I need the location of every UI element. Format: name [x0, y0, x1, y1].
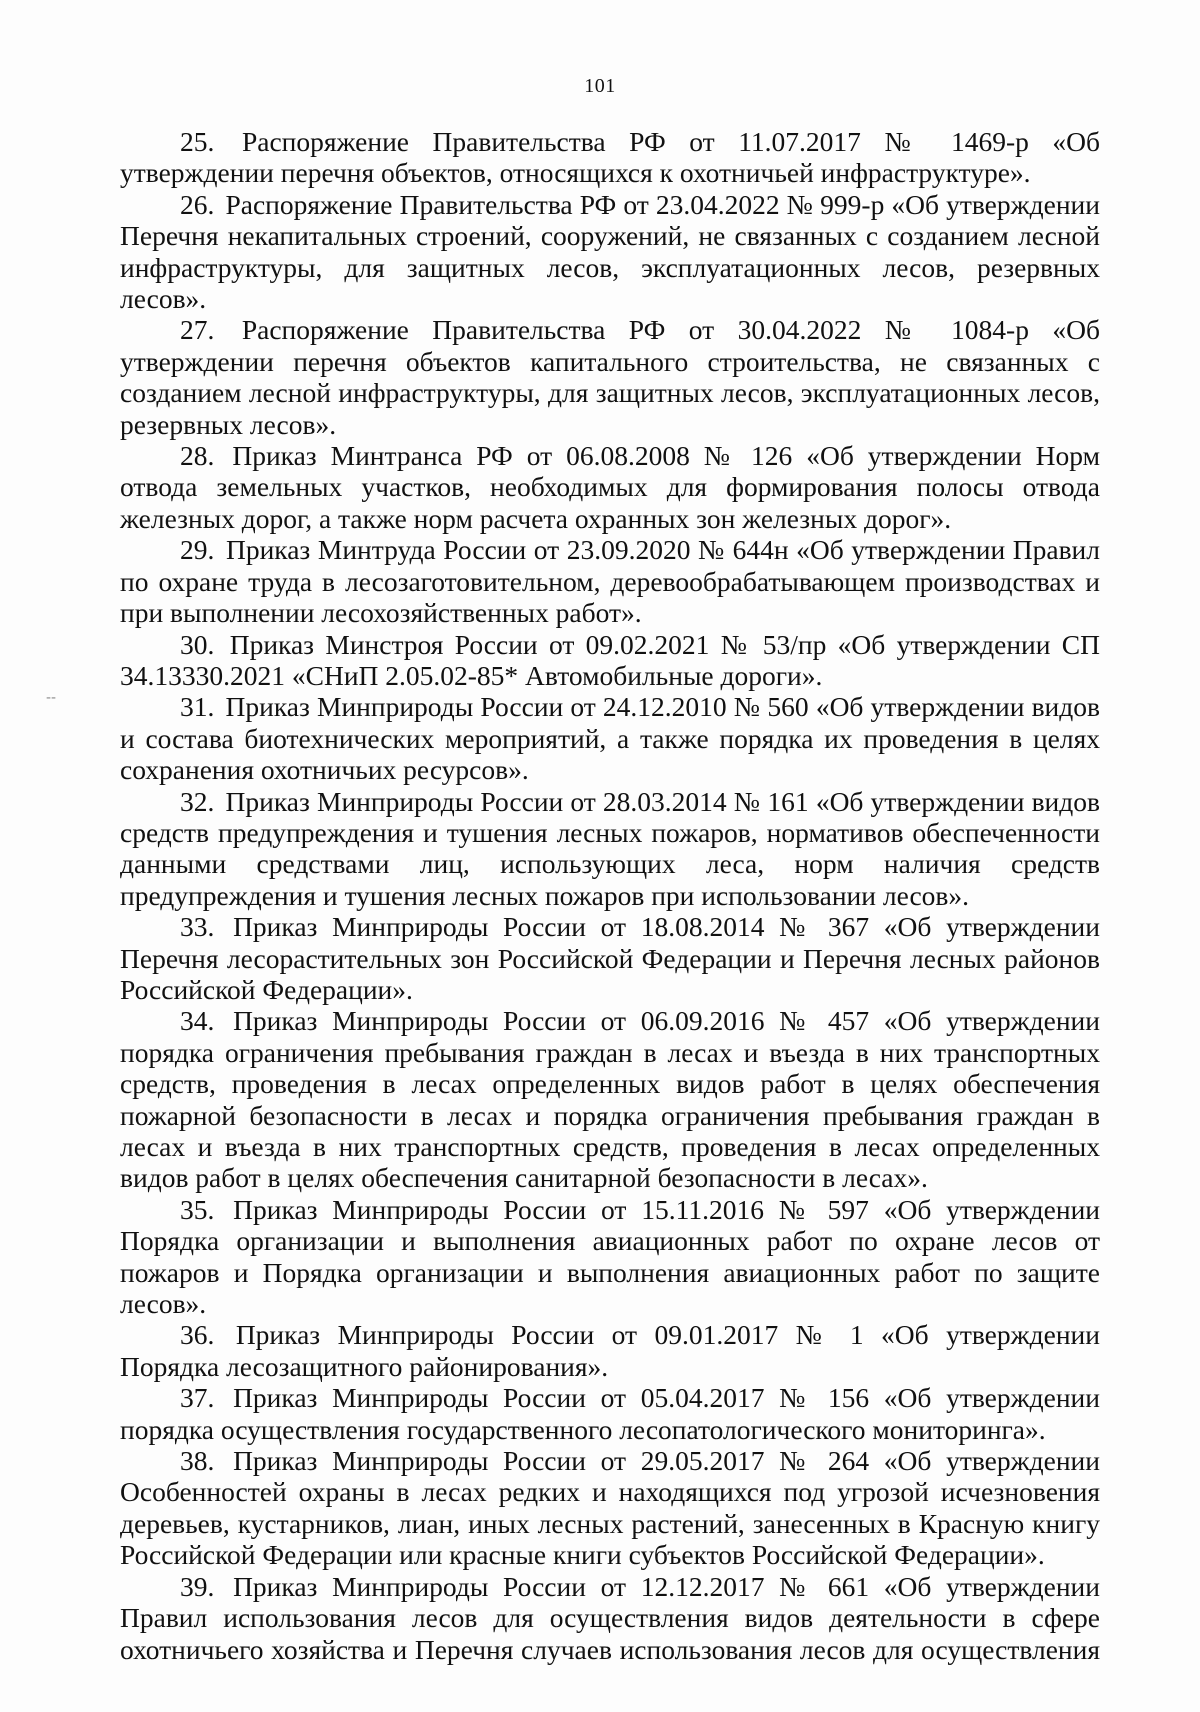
item-text: Приказ Минприроды России от 12.12.2017 № 661 «Об утверждении Правил использования лесов для осуществления видов деятельности в сфере охотничьего хозяйства и Перечня случаев использования лесов для осуществления — [120, 1570, 1100, 1665]
item-number: 34. — [180, 1005, 215, 1037]
item-text: Приказ Минприроды России от 18.08.2014 № 367 «Об утверждении Перечня лесорастительных зон Российской Федерации и Перечня лесных районов Российской Федерации». — [120, 911, 1100, 1005]
list-item-30 — [120, 629, 1100, 692]
legal-acts-list — [120, 126, 1100, 1665]
list-item-35 — [120, 1194, 1100, 1320]
item-number: 31. — [180, 691, 215, 723]
item-number: 29. — [180, 534, 215, 566]
item-text: Распоряжение Правительства РФ от 30.04.2022 № 1084-р «Об утверждении перечня объектов капитального строительства, не связанных с созданием лесной инфраструктуры, для защитных лесов, эксплуатационных лесов, резервных лесов». — [120, 314, 1100, 440]
list-item-33 — [120, 911, 1100, 1005]
item-number: 28. — [180, 440, 215, 472]
list-item-37 — [120, 1382, 1100, 1445]
item-text: Приказ Минтруда России от 23.09.2020 № 644н «Об утверждении Правил по охране труда в лесозаготовительном, деревообрабатывающем производствах и при выполнении лесохозяйственных работ». — [120, 534, 1100, 629]
list-item-36 — [120, 1319, 1100, 1382]
item-number: 33. — [180, 911, 215, 943]
item-number: 25. — [180, 126, 215, 157]
item-text: Приказ Минприроды России от 06.09.2016 № 457 «Об утверждении порядка ограничения пребывания граждан в лесах и въезда в них транспортных средств, проведения в лесах определенных видов работ в целях обеспечения пожарной безопасности в лесах и порядка ограничения пребывания граждан в лесах и въезда в них транспортных средств, проведения в лесах определенных видов работ в целях обеспечения санитарной безопасности в лесах». — [120, 1005, 1100, 1194]
item-number: 39. — [180, 1570, 215, 1602]
item-text: Приказ Минприроды России от 28.03.2014 № 161 «Об утверждении видов средств предупреждения и тушения лесных пожаров, нормативов обеспеченности данными средствами лиц, использующих леса, норм наличия средств предупреждения и тушения лесных пожаров при использовании лесов». — [120, 785, 1101, 911]
item-number: 35. — [180, 1193, 215, 1225]
list-item-38 — [120, 1445, 1100, 1571]
item-number: 37. — [180, 1382, 215, 1414]
item-number: 27. — [180, 314, 215, 346]
list-item-28 — [120, 440, 1100, 534]
margin-scan-mark: -- — [46, 690, 57, 706]
item-text: Приказ Минтранса РФ от 06.08.2008 № 126 «Об утверждении Норм отвода земельных участков, необходимых для формирования полосы отвода железных дорог, а также норм расчета охранных зон железных дорог». — [120, 440, 1100, 534]
list-item-39 — [120, 1571, 1100, 1665]
page-number: 101 — [584, 75, 616, 97]
list-item-32 — [120, 786, 1100, 912]
item-text: Приказ Минприроды России от 29.05.2017 № 264 «Об утверждении Особенностей охраны в лесах редких и находящихся под угрозой исчезновения деревьев, кустарников, лиан, иных лесных растений, занесенных в Красную книгу Российской Федерации или красные книги субъектов Российской Федерации». — [120, 1445, 1100, 1571]
item-text: Распоряжение Правительства РФ от 11.07.2017 № 1469-р «Об утверждении перечня объектов, относящихся к охотничьей инфраструктуре». — [120, 126, 1101, 189]
item-number: 30. — [180, 628, 215, 660]
item-text: Приказ Минприроды России от 15.11.2016 № 597 «Об утверждении Порядка организации и выполнения авиационных работ по охране лесов от пожаров и Порядка организации и выполнения авиационных работ по защите лесов». — [120, 1193, 1101, 1320]
item-number: 32. — [180, 785, 215, 817]
list-item-25 — [120, 126, 1100, 189]
item-number: 36. — [180, 1319, 215, 1351]
list-item-27 — [120, 314, 1100, 440]
list-item-31 — [120, 691, 1100, 785]
item-text: Приказ Минприроды России от 05.04.2017 № 156 «Об утверждении порядка осуществления государственного лесопатологического мониторинга». — [120, 1382, 1100, 1445]
list-item-29 — [120, 534, 1100, 628]
item-text: Приказ Минприроды России от 24.12.2010 № 560 «Об утверждении видов и состава биотехнических мероприятий, а также порядка их проведения в целях сохранения охотничьих ресурсов». — [120, 691, 1101, 786]
item-number: 38. — [180, 1445, 215, 1477]
list-item-26 — [120, 189, 1100, 315]
item-number: 26. — [180, 188, 215, 220]
item-text: Распоряжение Правительства РФ от 23.04.2022 № 999-р «Об утверждении Перечня некапитальных строений, сооружений, не связанных с созданием лесной инфраструктуры, для защитных лесов, эксплуатационных лесов, резервных лесов». — [120, 188, 1100, 315]
list-item-34 — [120, 1005, 1100, 1193]
item-text: Приказ Минстроя России от 09.02.2021 № 53/пр «Об утверждении СП 34.13330.2021 «СНиП 2.05.02-85* Автомобильные дороги». — [120, 628, 1101, 691]
item-text: Приказ Минприроды России от 09.01.2017 № 1 «Об утверждении Порядка лесозащитного районирования». — [120, 1319, 1100, 1382]
